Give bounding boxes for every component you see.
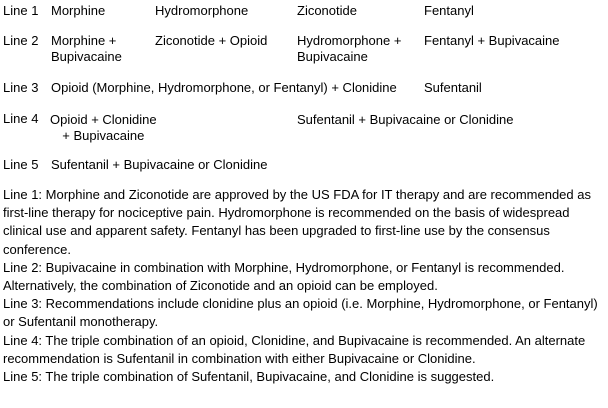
line-2-option-1: [51, 33, 122, 65]
note-line-2: first-line therapy for nociceptive pain. Hydromorphone is recommended on the basis of widespread: [3, 205, 570, 221]
note-line-7: Line 3: Recommendations include clonidine plus an opioid (i.e. Morphine, Hydromorphone, or Fentanyl): [3, 296, 598, 312]
line-5-option-1: Sufentanil + Bupivacaine or Clonidine: [51, 157, 268, 172]
line-2-option-3: [297, 33, 401, 65]
row-label-line-1: Line 1: [3, 3, 39, 18]
line-4-option-2: Sufentanil + Bupivacaine or Clonidine: [297, 112, 514, 127]
note-line-9: Line 4: The triple combination of an opioid, Clonidine, and Bupivacaine is recommended. An alternate: [3, 332, 586, 348]
line-2-option-1-part-2: Bupivacaine: [51, 49, 122, 64]
line-3-option-2: Sufentanil: [424, 80, 482, 95]
note-line-1: Line 1: Morphine and Ziconotide are approved by the US FDA for IT therapy and are recommended as: [3, 187, 591, 202]
line-1-option-4: Fentanyl: [424, 3, 474, 18]
line-4-option-1: [50, 112, 157, 144]
note-line-6: Alternatively, the combination of Ziconotide and an opioid can be employed.: [3, 277, 438, 293]
row-label-line-4: Line 4: [3, 111, 39, 126]
note-line-11: Line 5: The triple combination of Sufentanil, Bupivacaine, and Clonidine is suggested.: [3, 368, 495, 384]
row-label-line-5: Line 5: [3, 157, 39, 172]
line-1-option-3: Ziconotide: [297, 3, 357, 18]
note-line-4: conference.: [3, 241, 71, 257]
line-2-option-1-part-1: Morphine +: [51, 33, 117, 48]
line-2-option-3-part-1: Hydromorphone +: [297, 33, 402, 48]
note-line-10: recommendation is Sufentanil in combination with either Bupivacaine or Clonidine.: [3, 350, 476, 366]
row-label-line-2: Line 2: [3, 33, 39, 48]
line-2-option-2: Ziconotide + Opioid: [155, 33, 268, 48]
note-line-5: Line 2: Bupivacaine in combination with Morphine, Hydromorphone, or Fentanyl is recommended.: [3, 259, 565, 275]
line-3-option-1: Opioid (Morphine, Hydromorphone, or Fentanyl) + Clonidine: [51, 80, 397, 95]
algorithm-notes: [3, 186, 607, 386]
note-line-3: clinical use and apparent safety. Fentanyl has been upgraded to first-line use by the consensus: [3, 223, 550, 239]
line-1-option-2: Hydromorphone: [155, 3, 249, 18]
line-2-option-4: Fentanyl + Bupivacaine: [424, 33, 560, 48]
note-line-8: or Sufentanil monotherapy.: [3, 314, 159, 330]
line-4-option-1-part-2: + Bupivacaine: [62, 128, 145, 143]
line-4-option-1-part-1: Opioid + Clonidine: [50, 112, 157, 127]
line-2-option-3-part-2: Bupivacaine: [297, 49, 368, 64]
row-label-line-3: Line 3: [3, 80, 39, 95]
line-1-option-1: Morphine: [51, 3, 106, 18]
